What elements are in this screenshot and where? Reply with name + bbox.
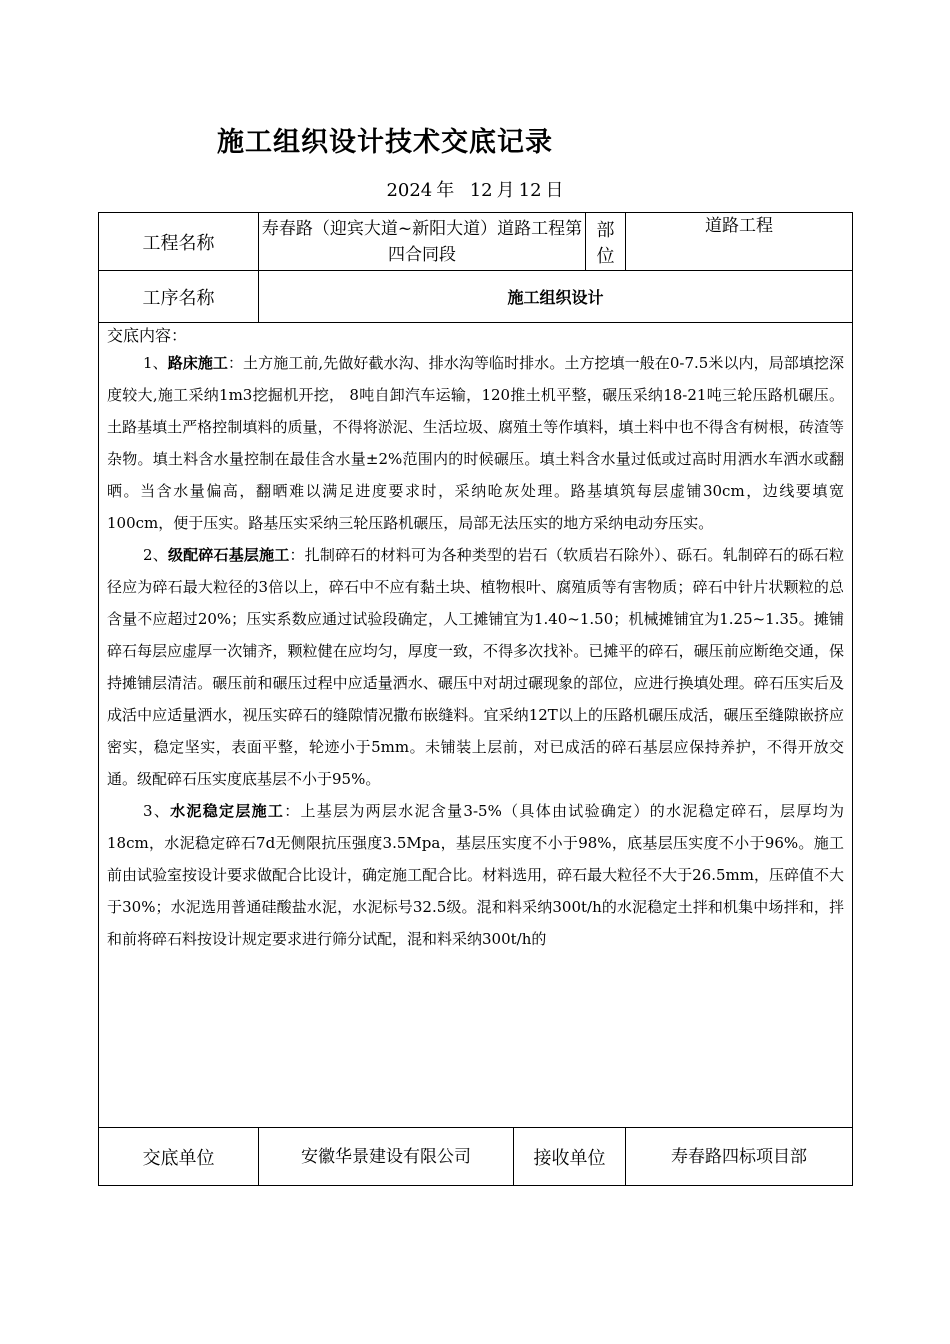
content-heading: 交底内容：	[107, 326, 188, 345]
project-name-value: 寿春路（迎宾大道~新阳大道）道路工程第四合同段	[259, 213, 586, 271]
issuer-value: 安徽华景建设有限公司	[259, 1128, 514, 1186]
paragraph-3-title: 水泥稳定层施工	[170, 802, 285, 820]
project-row	[99, 213, 853, 271]
paragraph-1-title: 路床施工	[167, 354, 228, 372]
date-day: 12	[518, 180, 542, 201]
document-title: 施工组织设计技术交底记录	[217, 127, 553, 158]
date-year: 2024	[386, 180, 433, 201]
part-label: 部 位	[586, 213, 626, 271]
date-month: 12	[469, 180, 493, 201]
process-row	[99, 271, 853, 323]
paragraph-1-num: 1、	[143, 354, 168, 372]
paragraph-3-num: 3、	[143, 802, 171, 820]
paragraph-2-num: 2、	[143, 546, 168, 564]
footer-row	[99, 1128, 853, 1186]
content-row	[99, 323, 853, 1128]
content-cell	[99, 323, 853, 1128]
paragraph-2-title: 级配碎石基层施工	[167, 546, 290, 564]
paragraph-3	[107, 795, 844, 955]
issuer-label: 交底单位	[99, 1128, 259, 1186]
project-name-label: 工程名称	[99, 213, 259, 271]
paragraph-1-text: ：土方施工前,先做好截水沟、排水沟等临时排水。土方挖填一般在0-7.5米以内，局部填挖深度较大,施工采纳1m3挖掘机开挖， 8吨自卸汽车运输，120推土机平整，碾压采纳18-21吨三轮压路机碾压。土路基填土严格控制填料的质量，不得将淤泥、生活垃圾、腐殖土等作填料，填土料中也不得含有树根，砖渣等杂物。填土料含水量控制在最佳含水量±2%范围内的时候碾压。填土料含水量过低或过高时用洒水车洒水或翻晒。当含水量偏高，翻晒难以满足进度要求时，采纳呛灰处理。路基填筑每层虚铺30cm，边线要填宽100cm，便于压实。路基压实采纳三轮压路机碾压，局部无法压实的地方采纳电动夯压实。	[107, 354, 844, 532]
receiver-label: 接收单位	[514, 1128, 626, 1186]
part-value: 道路工程	[626, 213, 853, 271]
date-day-unit: 日	[545, 180, 564, 201]
paragraph-3-text: ：上基层为两层水泥含量3-5%（具体由试验确定）的水泥稳定碎石，层厚均为18cm，水泥稳定碎石7d无侧限抗压强度3.5Mpa，基层压实度不小于98%，底基层压实度不小于96%。施工前由试验室按设计要求做配合比设计，确定施工配合比。材料选用，碎石最大粒径不大于26.5mm，压碎值不大于30%；水泥选用普通硅酸盐水泥，水泥标号32.5级。混和料采纳300t/h的水泥稳定土拌和机集中场拌和，拌和前将碎石料按设计规定要求进行筛分试配，混和料采纳300t/h的	[107, 802, 844, 948]
paragraph-2-text: ：扎制碎石的材料可为各种类型的岩石（软质岩石除外）、砾石。轧制碎石的砾石粒径应为碎石最大粒径的3倍以上，碎石中不应有黏土块、植物根叶、腐殖质等有害物质；碎石中针片状颗粒的总含量不应超过20%；压实系数应通过试验段确定，人工摊铺宜为1.40~1.50；机械摊铺宜为1.25~1.35。摊铺碎石每层应虚厚一次铺齐，颗粒健在应均匀，厚度一致，不得多次找补。已摊平的碎石，碾压前应断绝交通，保持摊铺层清洁。碾压前和碾压过程中应适量洒水、碾压中对胡过碾现象的部位，应进行换填处理。碎石压实后及成活中应适量洒水，视压实碎石的缝隙情况撒布嵌缝料。宜采纳12T以上的压路机碾压成活，碾压至缝隙嵌挤应密实，稳定坚实，表面平整，轮迹小于5mm。未铺装上层前，对已成活的碎石基层应保持养护，不得开放交通。级配碎石压实度底基层不小于95%。	[107, 546, 844, 788]
record-table	[98, 212, 853, 1186]
date-year-unit: 年	[436, 180, 455, 201]
process-name-value: 施工组织设计	[259, 271, 853, 323]
process-name-label: 工序名称	[99, 271, 259, 323]
paragraph-2	[107, 539, 844, 795]
document-date	[0, 176, 950, 202]
receiver-value: 寿春路四标项目部	[626, 1128, 853, 1186]
paragraph-1	[107, 347, 844, 539]
date-month-unit: 月	[496, 180, 515, 201]
